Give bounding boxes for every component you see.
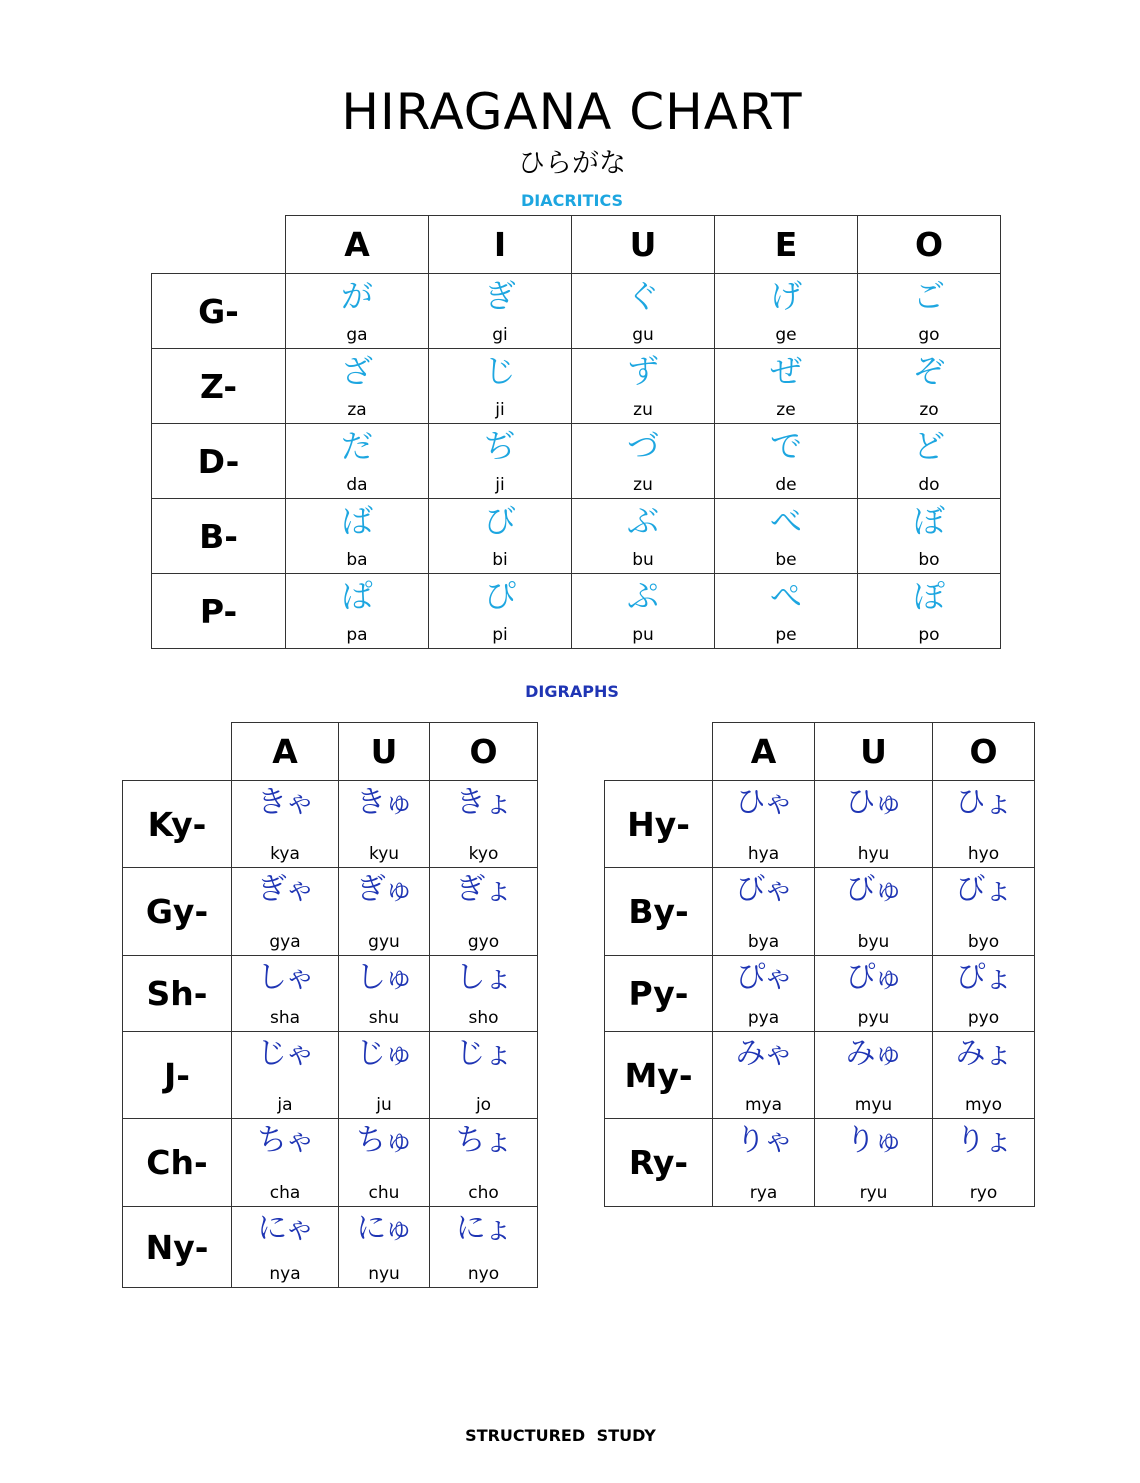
kana-cell: [339, 1032, 430, 1119]
romaji-label: da: [346, 475, 368, 495]
kana-cell: [572, 499, 715, 574]
column-header-e: E: [715, 216, 858, 274]
romaji-label: nyo: [467, 1264, 500, 1284]
kana-cell: [430, 781, 538, 868]
romaji-label: ji: [495, 475, 505, 495]
kana-glyph: ぴ: [483, 577, 516, 615]
romaji-label: chu: [368, 1183, 400, 1203]
kana-cell: [286, 424, 429, 499]
kana-glyph: にょ: [455, 1211, 512, 1246]
kana-glyph: みゅ: [845, 1036, 902, 1071]
kana-glyph: みゃ: [735, 1036, 792, 1071]
row-header: J-: [123, 1032, 232, 1119]
romaji-label: jo: [475, 1095, 492, 1115]
kana-cell: [339, 868, 430, 956]
kana-glyph: びょ: [955, 872, 1012, 907]
kana-glyph: だ: [340, 427, 373, 465]
romaji-label: pyo: [967, 1008, 1000, 1028]
kana-glyph: ぽ: [912, 577, 945, 615]
kana-glyph: きゃ: [257, 785, 313, 820]
romaji-label: gyu: [368, 932, 400, 952]
romaji-label: sho: [468, 1008, 499, 1028]
kana-cell: [430, 1207, 538, 1288]
romaji-label: pi: [492, 625, 508, 645]
romaji-label: cha: [269, 1183, 301, 1203]
romaji-label: bi: [492, 550, 508, 570]
digraphs-left-row-ny: [123, 1207, 538, 1288]
romaji-label: sha: [269, 1008, 301, 1028]
digraphs-left-header-row: [123, 723, 538, 781]
kana-glyph: ざ: [340, 352, 373, 390]
romaji-label: myu: [854, 1095, 893, 1115]
kana-glyph: げ: [769, 277, 802, 315]
digraphs-left-row-ky: [123, 781, 538, 868]
romaji-label: ji: [495, 400, 505, 420]
diacritics-row-p: [152, 574, 1001, 649]
row-header: Py-: [605, 956, 713, 1032]
kana-glyph: ぎ: [483, 277, 516, 315]
romaji-label: ze: [776, 400, 796, 420]
kana-glyph: ひゅ: [845, 785, 902, 820]
kana-glyph: ぜ: [769, 352, 802, 390]
row-header: Hy-: [605, 781, 713, 868]
digraphs-right-header-row: [605, 723, 1035, 781]
romaji-label: rya: [749, 1183, 778, 1203]
page-title: HIRAGANA CHART: [341, 83, 803, 141]
kana-cell: [572, 349, 715, 424]
kana-glyph: ぴゅ: [845, 960, 902, 995]
kana-cell: [232, 1119, 339, 1207]
digraphs-left-row-ch: [123, 1119, 538, 1207]
diacritics-table: [151, 215, 1001, 649]
kana-cell: [715, 499, 858, 574]
diacritics-label: DIACRITICS: [520, 191, 624, 210]
kana-glyph: べ: [769, 502, 802, 540]
romaji-label: kyo: [468, 844, 499, 864]
kana-glyph: ぎゅ: [356, 872, 412, 907]
kana-glyph: び: [483, 502, 516, 540]
kana-cell: [286, 574, 429, 649]
kana-cell: [572, 274, 715, 349]
kana-cell: [715, 574, 858, 649]
kana-cell: [429, 274, 572, 349]
kana-cell: [858, 574, 1001, 649]
kana-glyph: ぴょ: [955, 960, 1012, 995]
kana-cell: [430, 1032, 538, 1119]
kana-cell: [339, 1119, 430, 1207]
kana-cell: [715, 349, 858, 424]
kana-glyph: ぎょ: [455, 872, 512, 907]
kana-glyph: じ: [483, 352, 516, 390]
digraphs-left-row-j: [123, 1032, 538, 1119]
row-header: My-: [605, 1032, 713, 1119]
romaji-label: be: [775, 550, 797, 570]
romaji-label: hyo: [967, 844, 1000, 864]
kana-cell: [430, 868, 538, 956]
kana-glyph: ぶ: [626, 502, 659, 540]
kana-cell: [339, 956, 430, 1032]
row-header: Gy-: [123, 868, 232, 956]
kana-cell: [815, 781, 933, 868]
romaji-label: pe: [775, 625, 797, 645]
diacritics-row-d: [152, 424, 1001, 499]
column-header-i: I: [429, 216, 572, 274]
kana-glyph: りょ: [955, 1123, 1012, 1158]
kana-cell: [286, 499, 429, 574]
kana-cell: [339, 1207, 430, 1288]
kana-glyph: ぎゃ: [257, 872, 313, 907]
romaji-label: ja: [277, 1095, 293, 1115]
digraphs-right-row-by: [605, 868, 1035, 956]
romaji-label: byu: [857, 932, 890, 952]
kana-cell: [572, 424, 715, 499]
kana-glyph: びゅ: [845, 872, 902, 907]
kana-cell: [232, 956, 339, 1032]
romaji-label: zu: [633, 400, 653, 420]
kana-cell: [715, 274, 858, 349]
romaji-label: cho: [468, 1183, 499, 1203]
romaji-label: go: [918, 325, 940, 345]
kana-glyph: しゅ: [356, 960, 412, 995]
romaji-label: pya: [747, 1008, 780, 1028]
romaji-label: de: [775, 475, 797, 495]
column-header-a: A: [286, 216, 429, 274]
romaji-label: ryu: [859, 1183, 888, 1203]
kana-glyph: りゅ: [845, 1123, 902, 1158]
kana-glyph: きょ: [455, 785, 512, 820]
romaji-label: kya: [270, 844, 300, 864]
kana-cell: [430, 1119, 538, 1207]
kana-glyph: じょ: [455, 1036, 512, 1071]
footer-brand: STRUCTURED STUDY: [465, 1426, 656, 1445]
romaji-label: pu: [632, 625, 654, 645]
romaji-label: ga: [346, 325, 368, 345]
kana-glyph: ぺ: [769, 577, 802, 615]
kana-glyph: しょ: [455, 960, 512, 995]
digraphs-right-row-ry: [605, 1119, 1035, 1207]
digraphs-table-right: [604, 722, 1035, 1207]
row-header: D-: [152, 424, 286, 499]
kana-cell: [429, 349, 572, 424]
romaji-label: zo: [919, 400, 939, 420]
diacritics-row-g: [152, 274, 1001, 349]
romaji-label: nyu: [368, 1264, 400, 1284]
kana-cell: [933, 956, 1035, 1032]
kana-cell: [933, 781, 1035, 868]
kana-cell: [713, 868, 815, 956]
kana-cell: [815, 1032, 933, 1119]
row-header: P-: [152, 574, 286, 649]
kana-cell: [429, 499, 572, 574]
kana-cell: [933, 1119, 1035, 1207]
kana-cell: [286, 274, 429, 349]
kana-glyph: ど: [912, 427, 945, 465]
romaji-label: hyu: [857, 844, 890, 864]
romaji-label: ryo: [969, 1183, 998, 1203]
kana-cell: [429, 424, 572, 499]
kana-glyph: ちゃ: [257, 1123, 313, 1158]
romaji-label: myo: [964, 1095, 1003, 1115]
kana-cell: [815, 1119, 933, 1207]
romaji-label: byo: [967, 932, 1000, 952]
digraphs-table-left: [122, 722, 538, 1288]
kana-cell: [232, 781, 339, 868]
romaji-label: gu: [632, 325, 654, 345]
romaji-label: bu: [632, 550, 654, 570]
romaji-label: gyo: [467, 932, 500, 952]
corner-cell: [605, 723, 713, 781]
romaji-label: ju: [376, 1095, 392, 1115]
kana-glyph: じゅ: [356, 1036, 412, 1071]
kana-glyph: ぼ: [912, 502, 945, 540]
kana-glyph: ず: [626, 352, 659, 390]
row-header: Ny-: [123, 1207, 232, 1288]
row-header: Ky-: [123, 781, 232, 868]
row-header: Ry-: [605, 1119, 713, 1207]
romaji-label: pa: [346, 625, 368, 645]
kana-cell: [429, 574, 572, 649]
kana-glyph: ちゅ: [356, 1123, 412, 1158]
kana-glyph: にゅ: [356, 1211, 412, 1246]
romaji-label: po: [918, 625, 940, 645]
kana-cell: [232, 868, 339, 956]
kana-cell: [430, 956, 538, 1032]
kana-glyph: ぞ: [912, 352, 945, 390]
diacritics-row-b: [152, 499, 1001, 574]
romaji-label: zu: [633, 475, 653, 495]
column-header-a: A: [232, 723, 339, 781]
kana-cell: [715, 424, 858, 499]
corner-cell: [152, 216, 286, 274]
kana-cell: [858, 349, 1001, 424]
digraphs-right-row-my: [605, 1032, 1035, 1119]
kana-glyph: ぢ: [483, 427, 516, 465]
row-header: Sh-: [123, 956, 232, 1032]
kana-cell: [713, 1032, 815, 1119]
row-header: Z-: [152, 349, 286, 424]
kana-glyph: づ: [626, 427, 659, 465]
row-header: By-: [605, 868, 713, 956]
romaji-label: za: [347, 400, 367, 420]
romaji-label: bya: [747, 932, 780, 952]
romaji-label: nya: [269, 1264, 301, 1284]
kana-glyph: ぱ: [340, 577, 373, 615]
kana-glyph: で: [769, 427, 802, 465]
column-header-u: U: [815, 723, 933, 781]
kana-cell: [232, 1207, 339, 1288]
romaji-label: gya: [269, 932, 301, 952]
digraphs-right-row-py: [605, 956, 1035, 1032]
romaji-label: ge: [775, 325, 797, 345]
diacritics-row-z: [152, 349, 1001, 424]
romaji-label: hya: [747, 844, 780, 864]
corner-cell: [123, 723, 232, 781]
column-header-u: U: [572, 216, 715, 274]
kana-glyph: ば: [340, 502, 373, 540]
kana-cell: [858, 499, 1001, 574]
kana-glyph: ちょ: [455, 1123, 512, 1158]
romaji-label: kyu: [368, 844, 400, 864]
kana-glyph: みょ: [955, 1036, 1012, 1071]
kana-glyph: にゃ: [257, 1211, 313, 1246]
romaji-label: do: [918, 475, 940, 495]
romaji-label: mya: [744, 1095, 783, 1115]
kana-cell: [815, 956, 933, 1032]
digraphs-label: DIGRAPHS: [525, 682, 619, 701]
kana-cell: [286, 349, 429, 424]
romaji-label: bo: [918, 550, 940, 570]
kana-cell: [858, 424, 1001, 499]
kana-glyph: が: [340, 277, 373, 315]
kana-cell: [815, 868, 933, 956]
kana-cell: [713, 781, 815, 868]
kana-cell: [713, 956, 815, 1032]
row-header: B-: [152, 499, 286, 574]
row-header: Ch-: [123, 1119, 232, 1207]
kana-glyph: りゃ: [735, 1123, 792, 1158]
romaji-label: ba: [346, 550, 368, 570]
kana-glyph: ぴゃ: [735, 960, 792, 995]
kana-glyph: ぐ: [626, 277, 659, 315]
column-header-o: O: [858, 216, 1001, 274]
digraphs-right-row-hy: [605, 781, 1035, 868]
romaji-label: pyu: [857, 1008, 890, 1028]
kana-cell: [933, 1032, 1035, 1119]
kana-cell: [339, 781, 430, 868]
kana-cell: [858, 274, 1001, 349]
kana-glyph: ご: [912, 277, 945, 315]
kana-cell: [572, 574, 715, 649]
kana-glyph: じゃ: [257, 1036, 313, 1071]
kana-cell: [232, 1032, 339, 1119]
kana-glyph: きゅ: [356, 785, 412, 820]
digraphs-left-row-sh: [123, 956, 538, 1032]
column-header-a: A: [713, 723, 815, 781]
romaji-label: gi: [492, 325, 508, 345]
column-header-o: O: [933, 723, 1035, 781]
kana-glyph: しゃ: [257, 960, 313, 995]
kana-cell: [933, 868, 1035, 956]
page-subtitle: ひらがな: [518, 148, 626, 179]
column-header-u: U: [339, 723, 430, 781]
kana-cell: [713, 1119, 815, 1207]
kana-glyph: びゃ: [735, 872, 792, 907]
romaji-label: shu: [368, 1008, 400, 1028]
kana-glyph: ひゃ: [735, 785, 792, 820]
digraphs-left-row-gy: [123, 868, 538, 956]
diacritics-header-row: [152, 216, 1001, 274]
row-header: G-: [152, 274, 286, 349]
kana-glyph: ひょ: [955, 785, 1012, 820]
column-header-o: O: [430, 723, 538, 781]
kana-glyph: ぷ: [626, 577, 659, 615]
